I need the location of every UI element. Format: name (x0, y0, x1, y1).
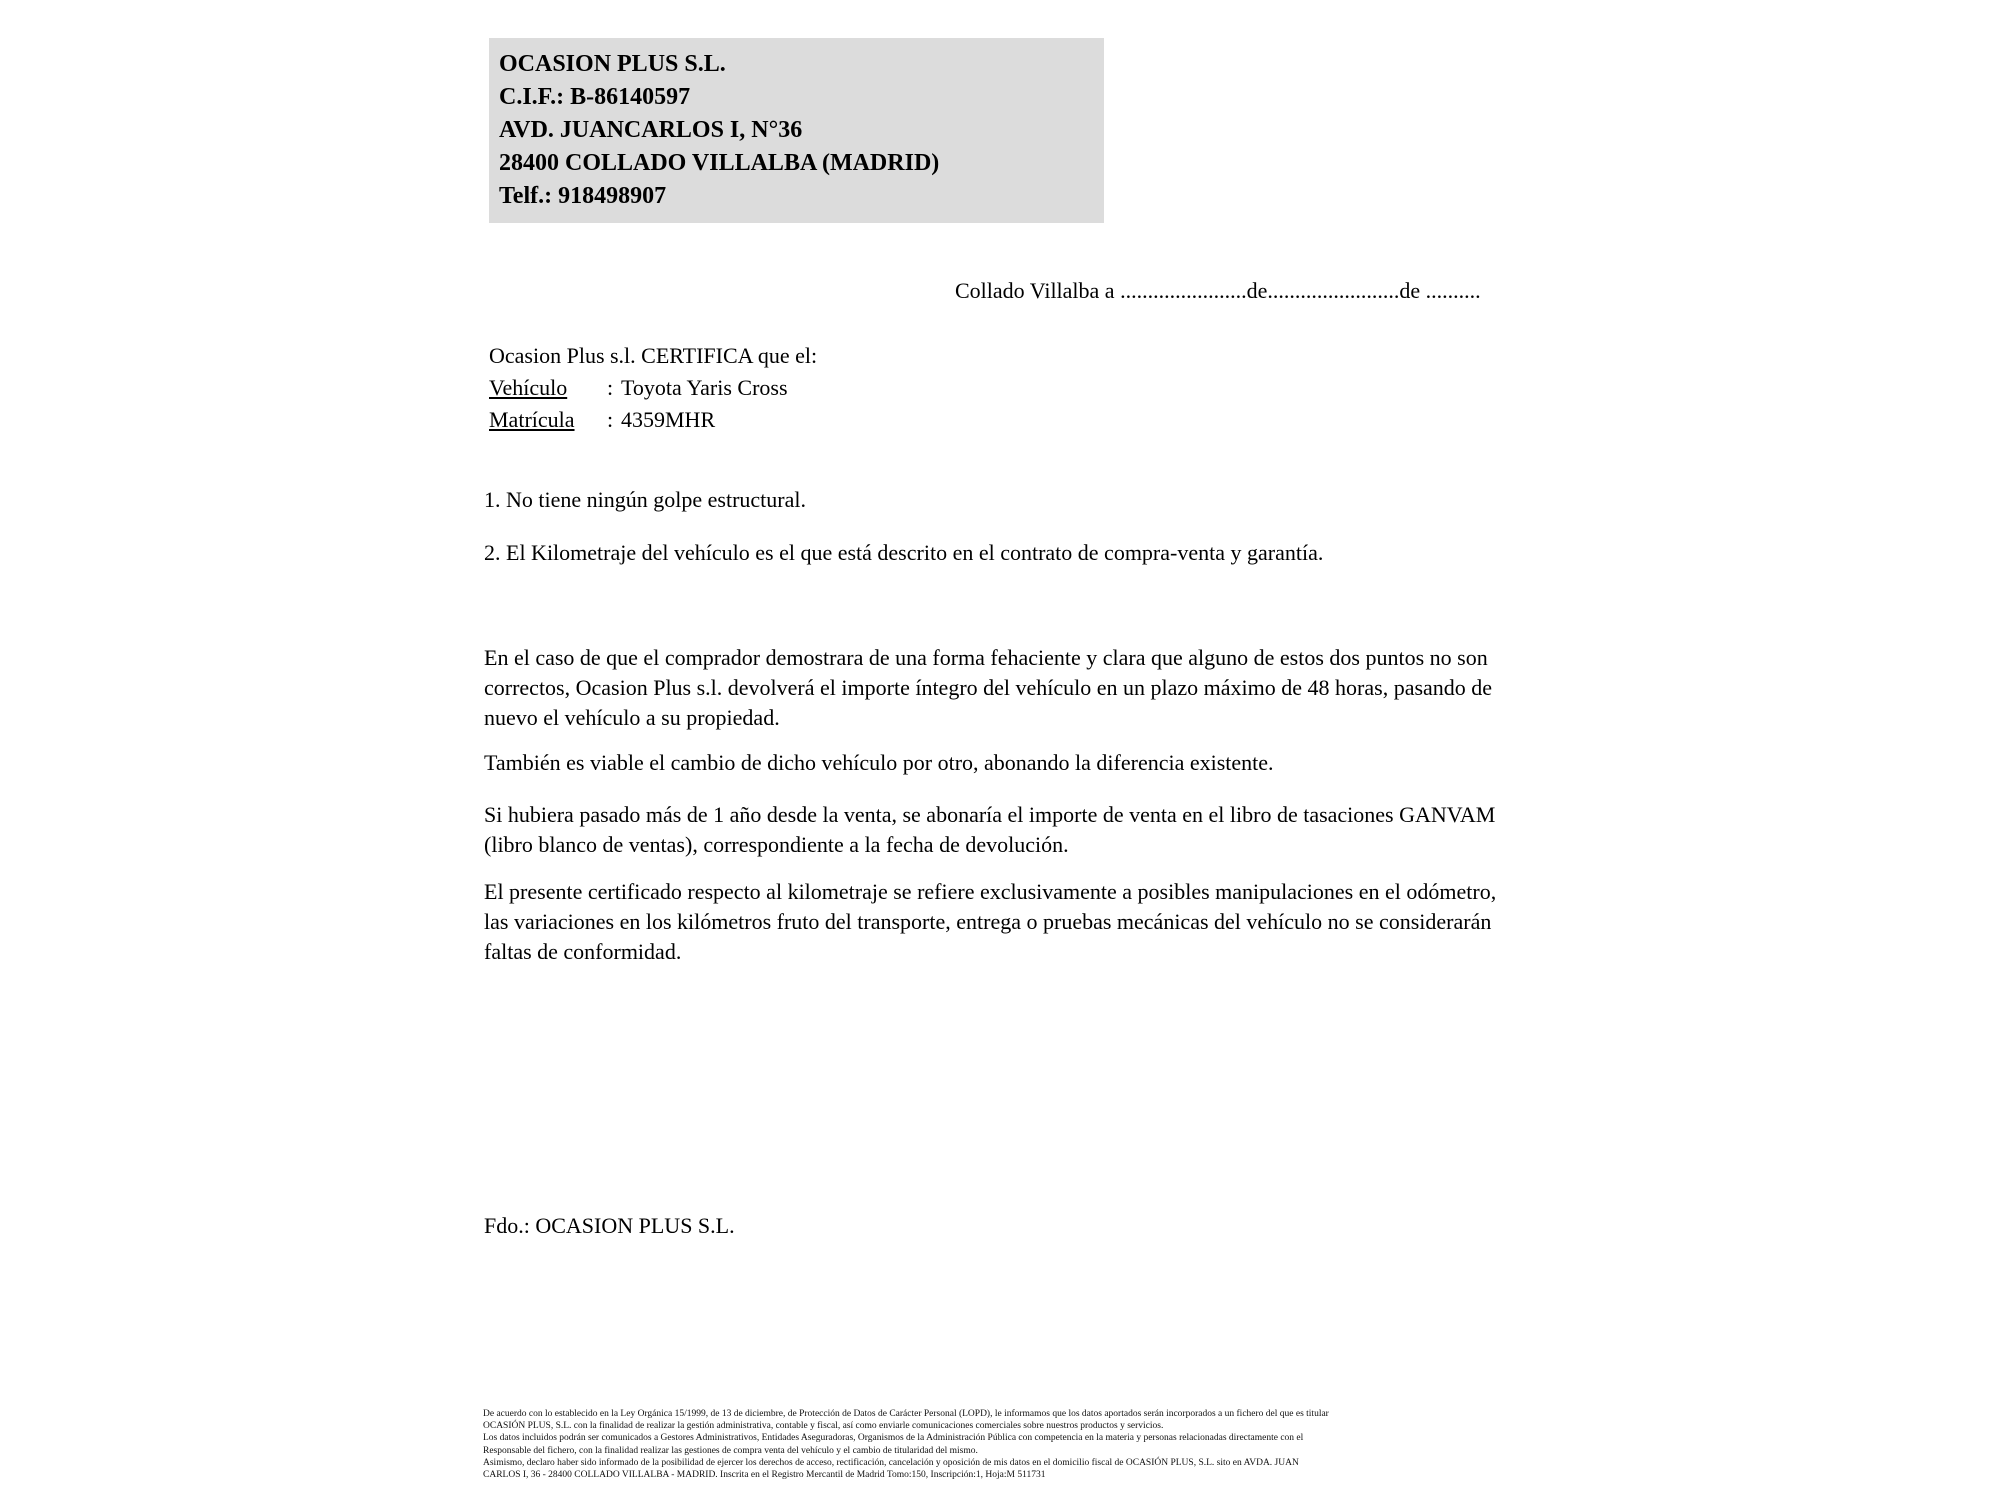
company-cif: C.I.F.: B-86140597 (499, 84, 691, 110)
legal-footer (483, 1408, 1523, 1481)
company-city: 28400 COLLADO VILLALBA (MADRID) (499, 150, 940, 176)
legal-footer-line: OCASIÓN PLUS, S.L. con la finalidad de realizar la gestión administrativa, contable y fiscal, así como enviarle comunicaciones comerciales sobre nuestros productos y servicios. (483, 1421, 1164, 1432)
vehicle-field-separator: : (607, 375, 614, 400)
plate-field-separator: : (607, 407, 614, 432)
legal-footer-line: De acuerdo con lo establecido en la Ley Orgánica 15/1999, de 13 de diciembre, de Protección de Datos de Carácter Personal (LOPD), le informamos que los datos aportados serán incorporados a un fichero del que es titular (483, 1409, 1329, 1419)
company-phone: Telf.: 918498907 (499, 183, 667, 209)
paragraph-vehicle-exchange: También es viable el cambio de dicho vehículo por otro, abonando la diferencia existente. (484, 750, 1274, 775)
paragraph-refund-conditions: En el caso de que el comprador demostrara de una forma fehaciente y clara que alguno de estos dos puntos no son correctos, Ocasion Plus s.l. devolverá el importe íntegro del vehículo en un plazo máximo de 48 horas, pasando de nuevo el vehículo a su propiedad. (484, 645, 1493, 730)
paragraph-odometer-scope: El presente certificado respecto al kilometraje se refiere exclusivamente a posibles manipulaciones en el odómetro, las variaciones en los kilómetros fruto del transporte, entrega o pruebas mecánicas del vehículo no se considerarán faltas de conformidad. (484, 879, 1497, 964)
vehicle-field-value: Toyota Yaris Cross (621, 375, 788, 400)
plate-field-value: 4359MHR (621, 407, 716, 432)
company-address: AVD. JUANCARLOS I, N°36 (499, 117, 803, 143)
company-name: OCASION PLUS S.L. (499, 51, 726, 77)
legal-footer-line: Asimismo, declaro haber sido informado de la posibilidad de ejercer los derechos de acceso, rectificación, cancelación y oposición de mis datos en el domicilio fiscal de OCASIÓN PLUS, S.L. sito en AVDA. JUAN (483, 1457, 1299, 1468)
legal-footer-line: CARLOS I, 36 - 28400 COLLADO VILLALBA - MADRID. Inscrita en el Registro Mercantil de Madrid Tomo:150, Inscripción:1, Hoja:M 511731 (483, 1470, 1046, 1481)
place-and-date-line: Collado Villalba a .......................de........................de .......... (955, 278, 1481, 303)
plate-field-label: Matrícula (489, 407, 575, 432)
certification-intro: Ocasion Plus s.l. CERTIFICA que el: (489, 343, 818, 368)
company-letterhead (489, 38, 1104, 223)
vehicle-field-label: Vehículo (489, 375, 568, 400)
signature-line: Fdo.: OCASION PLUS S.L. (484, 1213, 735, 1238)
vehicle-field-row (489, 372, 788, 404)
paragraph-ganvam-valuation: Si hubiera pasado más de 1 año desde la venta, se abonaría el importe de venta en el libro de tasaciones GANVAM (libro blanco de ventas), correspondiente a la fecha de devolución. (484, 802, 1496, 857)
certified-point-2: 2. El Kilometraje del vehículo es el que está descrito en el contrato de compra-venta y garantía. (484, 540, 1324, 565)
certified-point-1: 1. No tiene ningún golpe estructural. (484, 487, 806, 512)
plate-field-row (489, 404, 715, 436)
legal-footer-line: Responsable del fichero, con la finalidad realizar las gestiones de compra venta del vehículo y el cambio de titularidad del mismo. (483, 1445, 978, 1456)
legal-footer-line: Los datos incluidos podrán ser comunicados a Gestores Administrativos, Entidades Aseguradoras, Organismos de la Administración Pública con competencia en la materia y personas relacionadas directamente con el (483, 1433, 1304, 1444)
